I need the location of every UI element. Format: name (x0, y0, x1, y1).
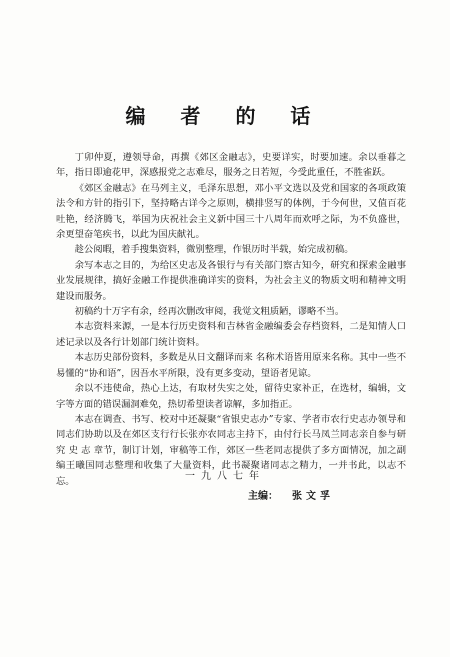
paragraph: 余以不违使命，热心上达，有取材失实之处，留待史家补正，在选材，编辑，文字等方面的错误漏洞难免，热切希望读者谅解，多加指正。 (56, 383, 406, 410)
paragraph: 丁卯仲夏，遵领导命，再撰《郊区金融志》，史要详实，时要加速。余以垂暮之年，指日即逾花甲，深感报党之志难尽，服务之日若短，今受此重任，不胜雀跃。 (56, 152, 406, 179)
paragraph: 本志资料来源，一是本行历史资料和吉林省金融编委会存档资料，二是知情人口述记录以及各行计划部门统计资料。 (56, 321, 406, 348)
paragraph: 本志在调查、书写、校对中还凝聚“省银史志办”专家、学者市农行史志办领导和同志们协助以及在郊区支行行长张亦农同志主持下，由付行长马凤兰同志亲自参与研究 史 志 章节，制订计划，审稿等工作，郊区一些老同志提供了多方面情况，加之副编王曦国同志整理和收集了大量资料，此书凝聚诸同志之精力，一并书此，以志不忘。 (56, 413, 406, 487)
signature-label: 主编： (248, 491, 278, 502)
paragraph: 《郊区金融志》在马列主义，毛泽东思想，邓小平文选以及党和国家的各项政策法令和方针的指引下，坚持略古详今之原则，横排竖写的体例，于今何世，又值百花吐艳，经济腾飞，举国为庆祝社会主义新中国三十八周年而欢呼之际，为不负盛世，余更望奋笔疾书，以此为国庆献礼。 (56, 182, 406, 241)
paragraph: 本志历史部份资料，多数是从日文翻译而来 名称术语皆用原来名称。其中一些不易懂的“协和语”，因吾水平所限，没有更多变动，望语者见谅。 (56, 352, 406, 379)
paragraph: 趁公阅暇，着手搜集资料，微别整理，作银历时半载，始完成初稿。 (74, 244, 354, 256)
signature-name: 张文孚 (292, 491, 334, 502)
document-date: 一九八七年 (185, 471, 265, 482)
paragraph: 初稿约十万字有余，经再次删改审阅，我觉文粗质陋，谬略不当。 (74, 306, 345, 318)
document-body (56, 150, 406, 489)
signature (248, 490, 334, 504)
page-title: 编 者 的 话 (125, 104, 325, 128)
paragraph: 余写本志之目的，为给区史志及各银行与有关部门察古知今，研究和探索金融事业发展规律，搞好金融工作提供准确详实的资料，为社会主义的物质文明和精神文明建设而服务。 (56, 259, 406, 302)
